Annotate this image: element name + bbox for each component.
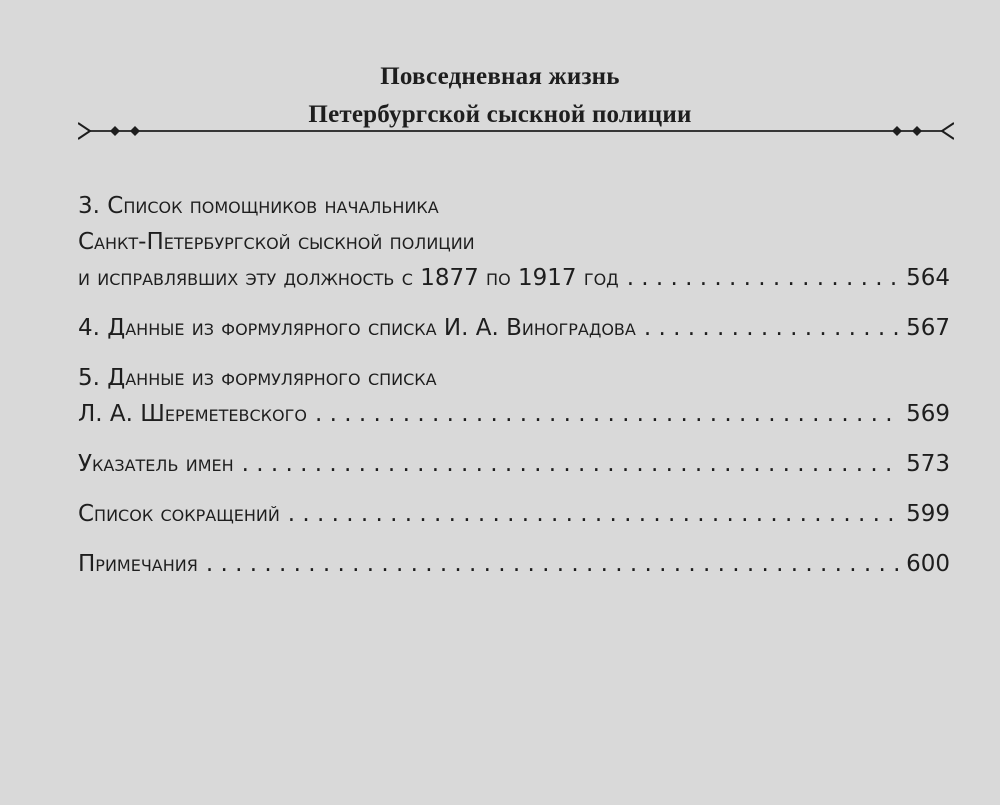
leader-dots bbox=[242, 446, 900, 482]
toc-entry-appendix-4 bbox=[78, 310, 950, 346]
toc-entry-text: Л. А. Шереметевского bbox=[78, 401, 307, 427]
page-number: 564 bbox=[906, 265, 950, 291]
page-number: 600 bbox=[906, 551, 950, 577]
toc-entry-text: 5. Данные из формулярного списка bbox=[78, 365, 437, 391]
leader-dots bbox=[288, 496, 900, 532]
leader-dots bbox=[315, 396, 900, 432]
page-number: 569 bbox=[906, 401, 950, 427]
leader-dots bbox=[206, 546, 900, 582]
leader-dots bbox=[644, 310, 900, 346]
toc-entry-text: Санкт-Петербургской сыскной полиции bbox=[78, 229, 475, 255]
toc-entry-text: 4. Данные из формулярного списка И. А. Виноградова bbox=[78, 315, 636, 341]
book-title-line-2: Петербургской сыскной полиции bbox=[308, 101, 692, 128]
toc-entry-text: 3. Список помощников начальника bbox=[78, 193, 439, 219]
toc-entry-notes bbox=[78, 546, 950, 582]
toc-entry-abbreviations bbox=[78, 496, 950, 532]
page-number: 599 bbox=[906, 501, 950, 527]
toc-entry-name-index bbox=[78, 446, 950, 482]
toc-entry-text: Примечания bbox=[78, 551, 198, 577]
header-ornament-rule bbox=[78, 120, 954, 142]
toc-entry-text: Список сокращений bbox=[78, 501, 280, 527]
page-number: 567 bbox=[906, 315, 950, 341]
toc-entry-appendix-5 bbox=[78, 360, 950, 432]
toc-entry-text: Указатель имен bbox=[78, 451, 234, 477]
page-number: 573 bbox=[906, 451, 950, 477]
toc-entry-appendix-3 bbox=[78, 188, 950, 296]
book-title-line-1: Повседневная жизнь bbox=[380, 63, 620, 90]
table-of-contents bbox=[78, 188, 950, 596]
toc-entry-text: и исправлявших эту должность с 1877 по 1917 год bbox=[78, 265, 619, 291]
leader-dots bbox=[627, 260, 900, 296]
